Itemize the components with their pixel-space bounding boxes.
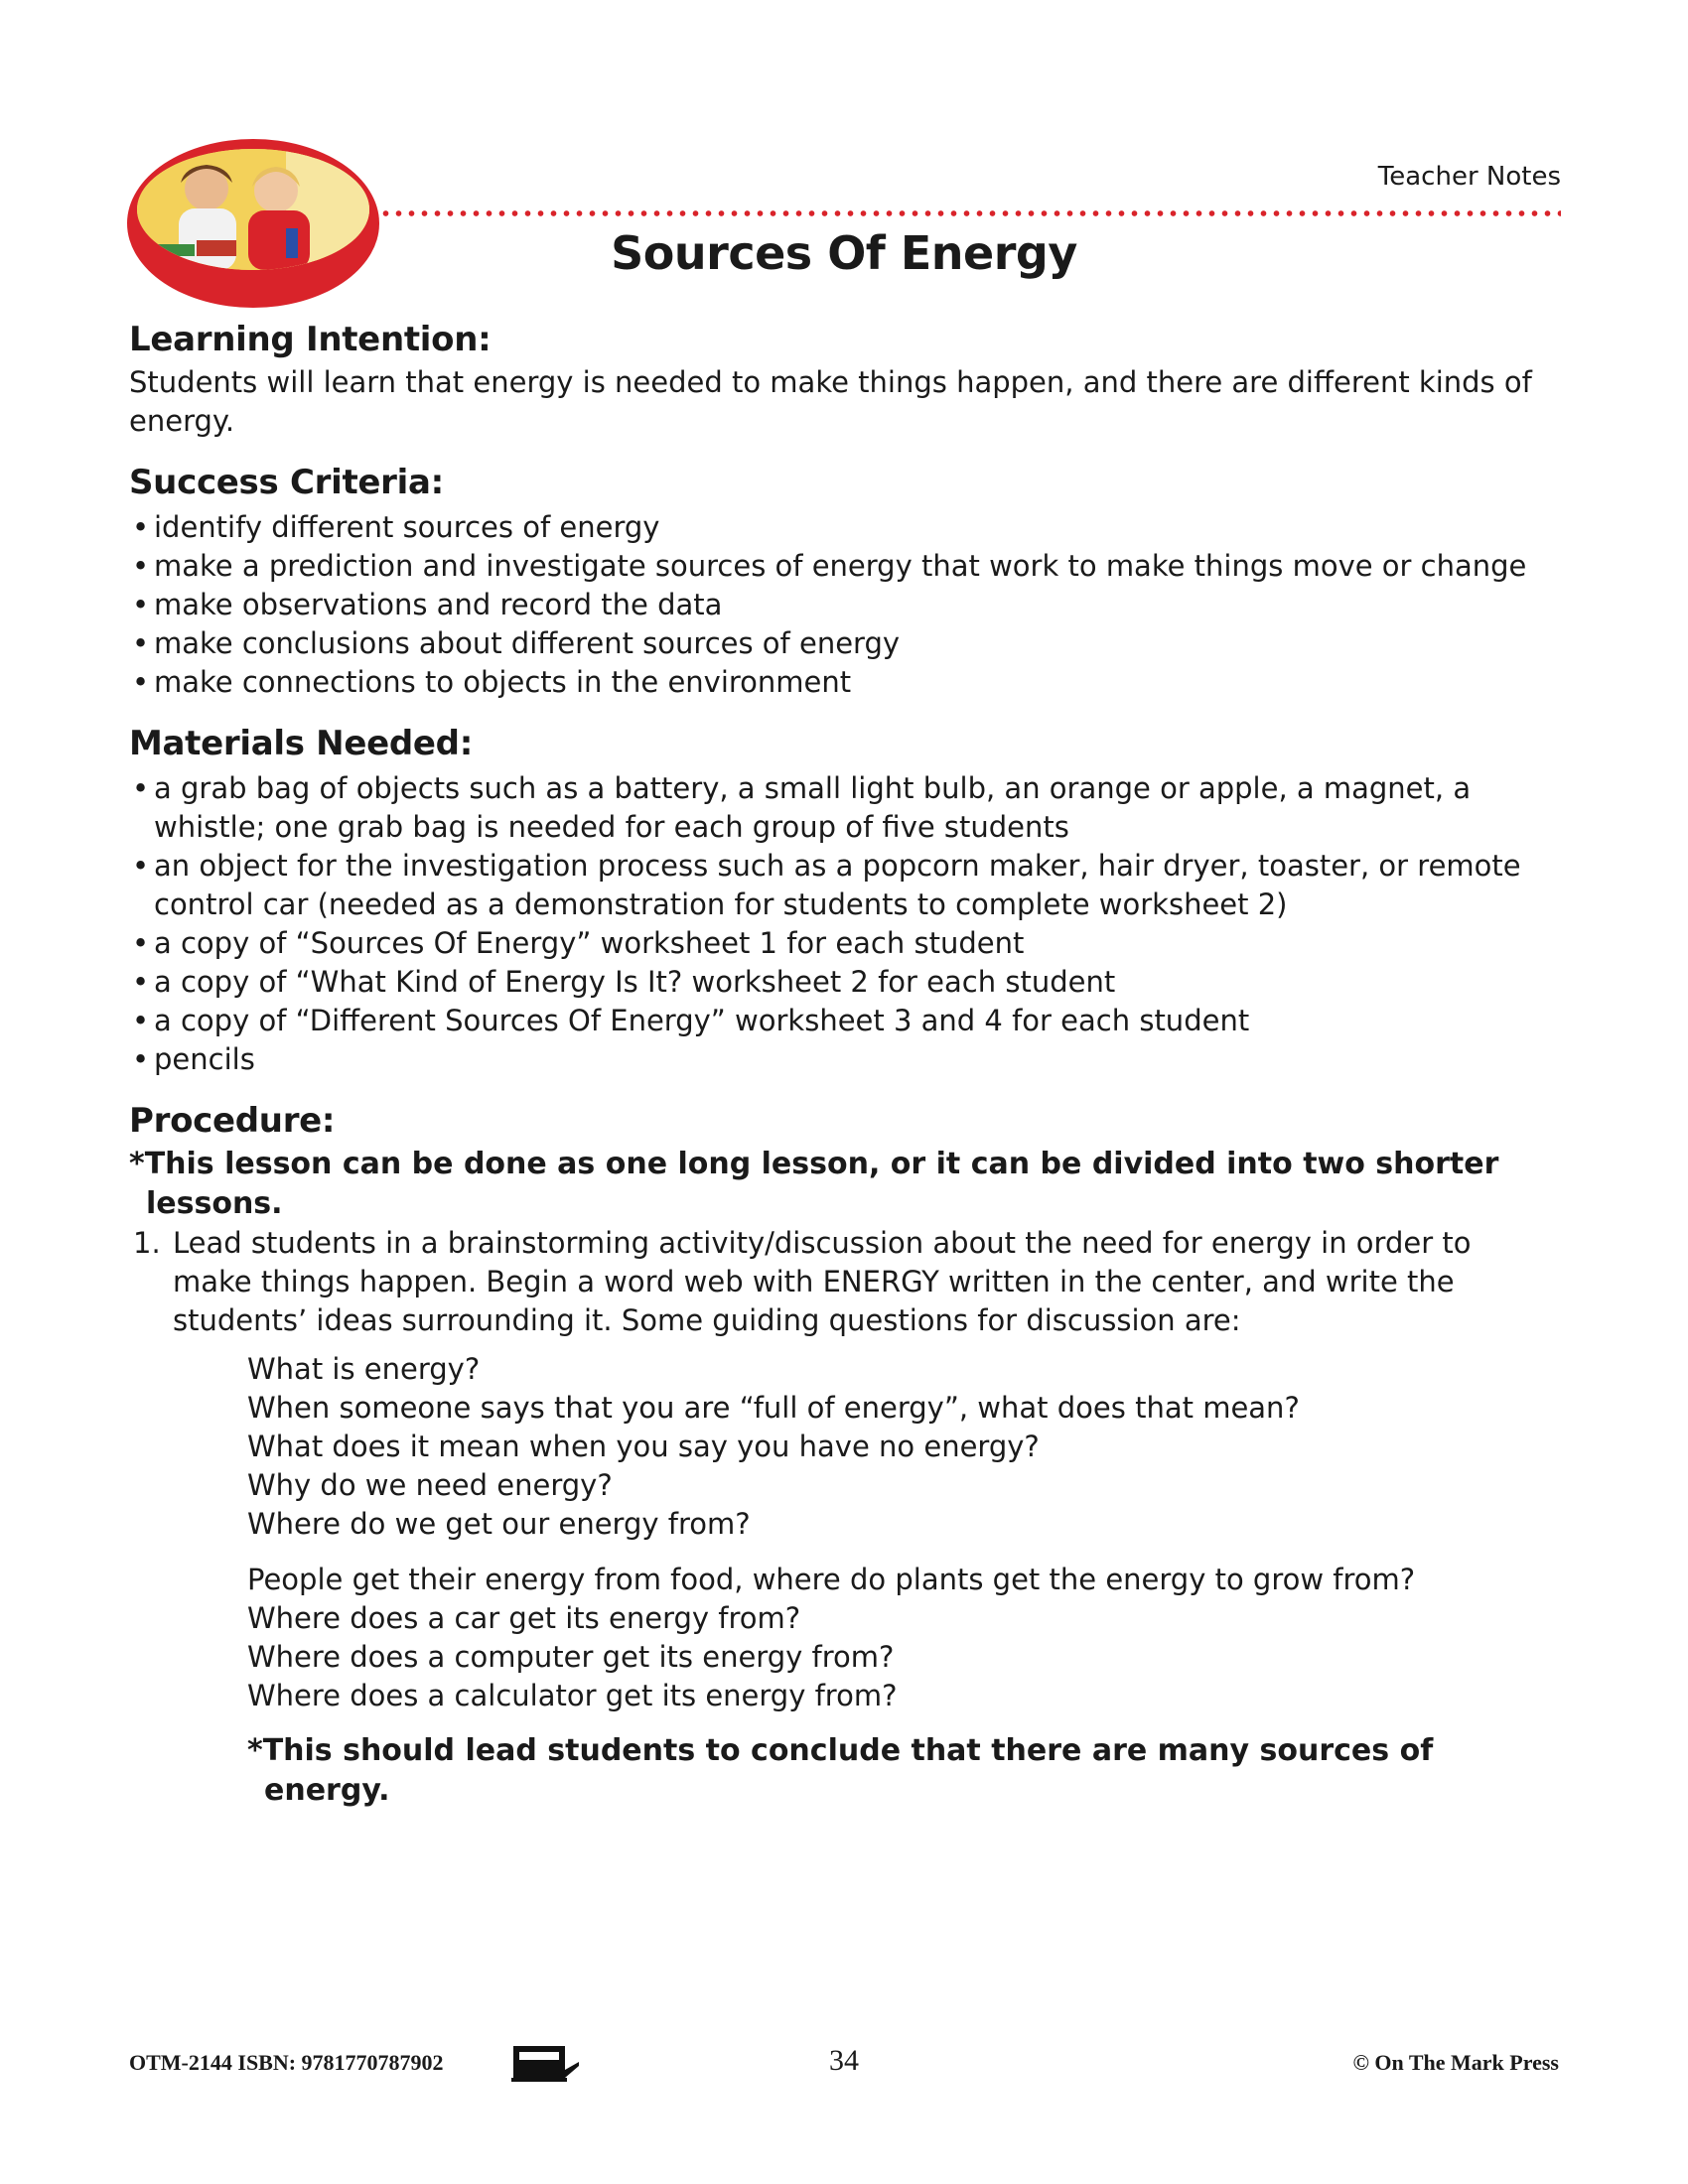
guiding-questions [247, 1350, 1559, 1715]
question-item: Where do we get our energy from? [247, 1507, 751, 1541]
dotted-divider [379, 210, 1561, 216]
bullet-icon: • [132, 965, 150, 999]
question-item: Where does a calculator get its energy from? [247, 1679, 898, 1712]
bullet-icon: • [132, 626, 150, 660]
procedure-step-1 [129, 1224, 1559, 1340]
list-item: • a copy of “What Kind of Energy Is It? worksheet 2 for each student [129, 963, 1559, 1002]
procedure-note: *This lesson can be done as one long lesson, or it can be divided into two shorter lessons. [129, 1147, 1499, 1221]
step-text: Lead students in a brainstorming activity/discussion about the need for energy in order to make things happen. Begin a word web with ENERGY written in the center, and write the students’ ideas surrounding it. Some guiding questions for discussion are: [173, 1226, 1472, 1337]
bullet-icon: • [132, 1042, 150, 1076]
success-criteria-list [129, 508, 1559, 702]
publisher-copyright: © On The Mark Press [1352, 2050, 1559, 2075]
question-item: Where does a car get its energy from? [247, 1601, 801, 1635]
materials-heading: Materials Needed: [129, 724, 473, 763]
conclusion-note: *This should lead students to conclude that there are many sources of energy. [247, 1733, 1434, 1808]
list-item: • identify different sources of energy [129, 508, 1559, 547]
question-item: People get their energy from food, where do plants get the energy to grow from? [247, 1563, 1416, 1596]
materials-list [129, 769, 1559, 1079]
bullet-icon: • [132, 771, 150, 805]
children-photo [127, 139, 379, 308]
success-criteria-heading: Success Criteria: [129, 463, 444, 502]
question-item: Where does a computer get its energy from? [247, 1640, 895, 1674]
list-item: • make conclusions about different sources of energy [129, 624, 1559, 663]
list-item: • a grab bag of objects such as a battery, a small light bulb, an orange or apple, a magnet, a whistle; one grab bag is needed for each group of five students [132, 771, 1472, 844]
page-number: 34 [829, 2044, 859, 2077]
product-code-isbn: OTM-2144 ISBN: 9781770787902 [129, 2050, 444, 2075]
list-item: • make connections to objects in the environment [129, 663, 1559, 702]
page-title: Sources Of Energy [611, 226, 1077, 280]
learning-intention-heading: Learning Intention: [129, 320, 492, 359]
content-body [129, 316, 1559, 1811]
bullet-icon: • [132, 1004, 150, 1037]
teacher-notes-label: Teacher Notes [1377, 162, 1561, 192]
question-item: Why do we need energy? [247, 1468, 613, 1502]
question-item: When someone says that you are “full of energy”, what does that mean? [247, 1391, 1300, 1425]
bullet-icon: • [132, 926, 150, 960]
bullet-icon: • [132, 588, 150, 621]
bullet-icon: • [132, 549, 150, 583]
bullet-icon: • [132, 665, 150, 699]
list-item: • a copy of “Sources Of Energy” worksheet 1 for each student [129, 924, 1559, 963]
learning-intention-text: Students will learn that energy is needed to make things happen, and there are different kinds of energy. [129, 365, 1532, 438]
list-item: • make a prediction and investigate sources of energy that work to make things move or change [129, 547, 1559, 586]
list-item: • pencils [129, 1040, 1559, 1079]
page-footer [129, 2040, 1559, 2080]
question-item: What does it mean when you say you have no energy? [247, 1430, 1040, 1463]
list-item: • make observations and record the data [129, 586, 1559, 624]
procedure-heading: Procedure: [129, 1101, 336, 1141]
list-item: • an object for the investigation process such as a popcorn maker, hair dryer, toaster, or remote control car (needed as a demonstration for students to complete worksheet 2) [132, 849, 1521, 921]
bullet-icon: • [132, 510, 150, 544]
list-item: • a copy of “Different Sources Of Energy” worksheet 3 and 4 for each student [129, 1002, 1559, 1040]
step-number: 1. [133, 1226, 161, 1260]
bullet-icon: • [132, 849, 150, 883]
question-item: What is energy? [247, 1352, 481, 1386]
